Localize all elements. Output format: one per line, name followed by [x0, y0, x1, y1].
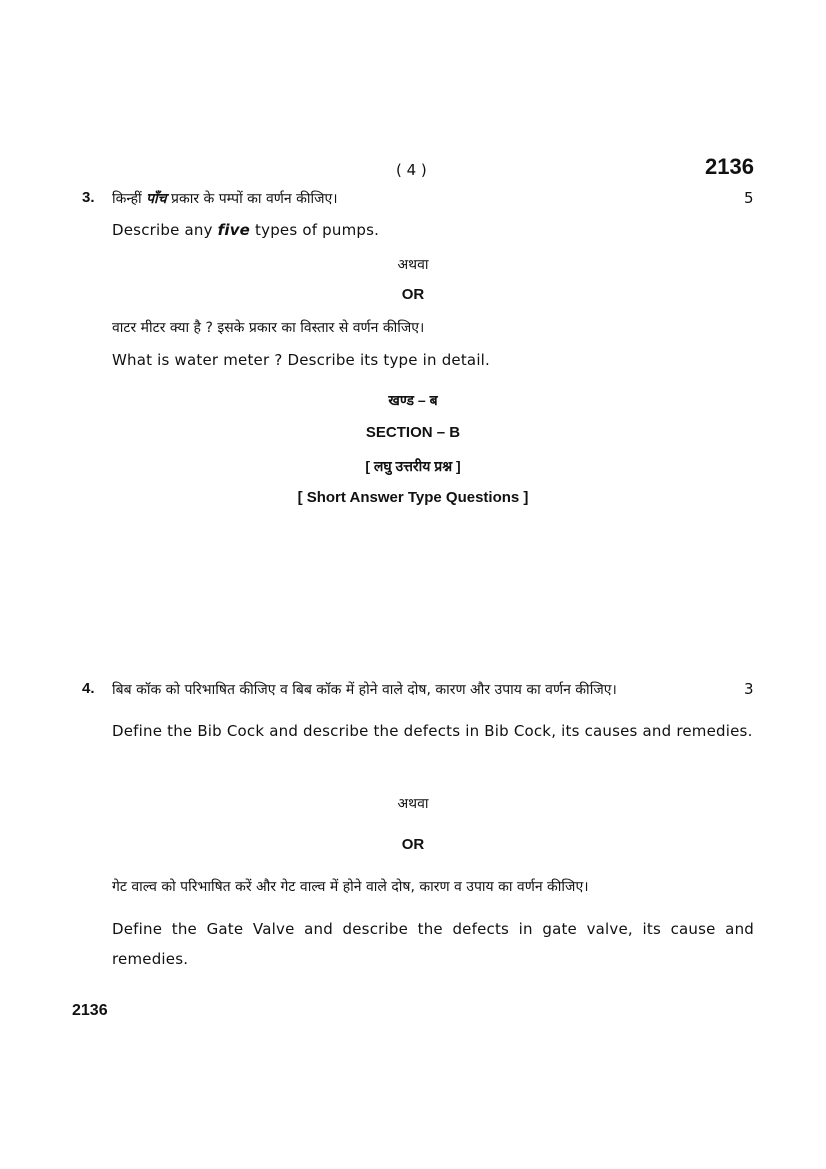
question-3-english: Describe any five types of pumps.	[112, 221, 380, 239]
emphasis-hindi: पाँच	[146, 191, 167, 207]
question-4-alt-english: Define the Gate Valve and describe the defects in gate valve, its cause and remedies.	[112, 920, 754, 968]
question-3-alt-english: What is water meter ? Describe its type in detail.	[112, 351, 491, 369]
question-3-hindi: किन्हीं पाँच प्रकार के पम्पों का वर्णन कीजिए।	[112, 191, 338, 207]
page-number: ( 4 )	[396, 161, 427, 179]
question-4-marks: 3	[744, 680, 754, 698]
section-title-english: SECTION – B	[365, 424, 461, 441]
paper-code-top: 2136	[705, 154, 754, 179]
section-type-english: [ Short Answer Type Questions ]	[297, 489, 529, 506]
or-hindi-q4: अथवा	[397, 796, 429, 812]
or-english-q4: OR	[401, 836, 425, 853]
question-3-alt-hindi: वाटर मीटर क्या है ? इसके प्रकार का विस्तार से वर्णन कीजिए।	[112, 320, 425, 336]
section-type-hindi: [ लघु उत्तरीय प्रश्न ]	[365, 458, 461, 474]
section-title-hindi: खण्ड – ब	[388, 392, 438, 408]
question-4-english: Define the Bib Cock and describe the defects in Bib Cock, its causes and remedies.	[112, 722, 753, 740]
question-3-marks: 5	[744, 189, 754, 207]
question-3-number: 3.	[82, 189, 95, 206]
or-english-q3: OR	[401, 286, 425, 303]
paper-code-bottom: 2136	[72, 1002, 108, 1019]
question-4-alt-hindi: गेट वाल्व को परिभाषित करें और गेट वाल्व में होने वाले दोष, कारण व उपाय का वर्णन कीजिए।	[112, 879, 589, 895]
question-4-number: 4.	[82, 680, 95, 697]
or-hindi-q3: अथवा	[397, 257, 429, 273]
emphasis-english: five	[217, 221, 251, 239]
question-4-hindi: बिब कॉक को परिभाषित कीजिए व बिब कॉक में होने वाले दोष, कारण और उपाय का वर्णन कीजिए।	[112, 682, 617, 698]
